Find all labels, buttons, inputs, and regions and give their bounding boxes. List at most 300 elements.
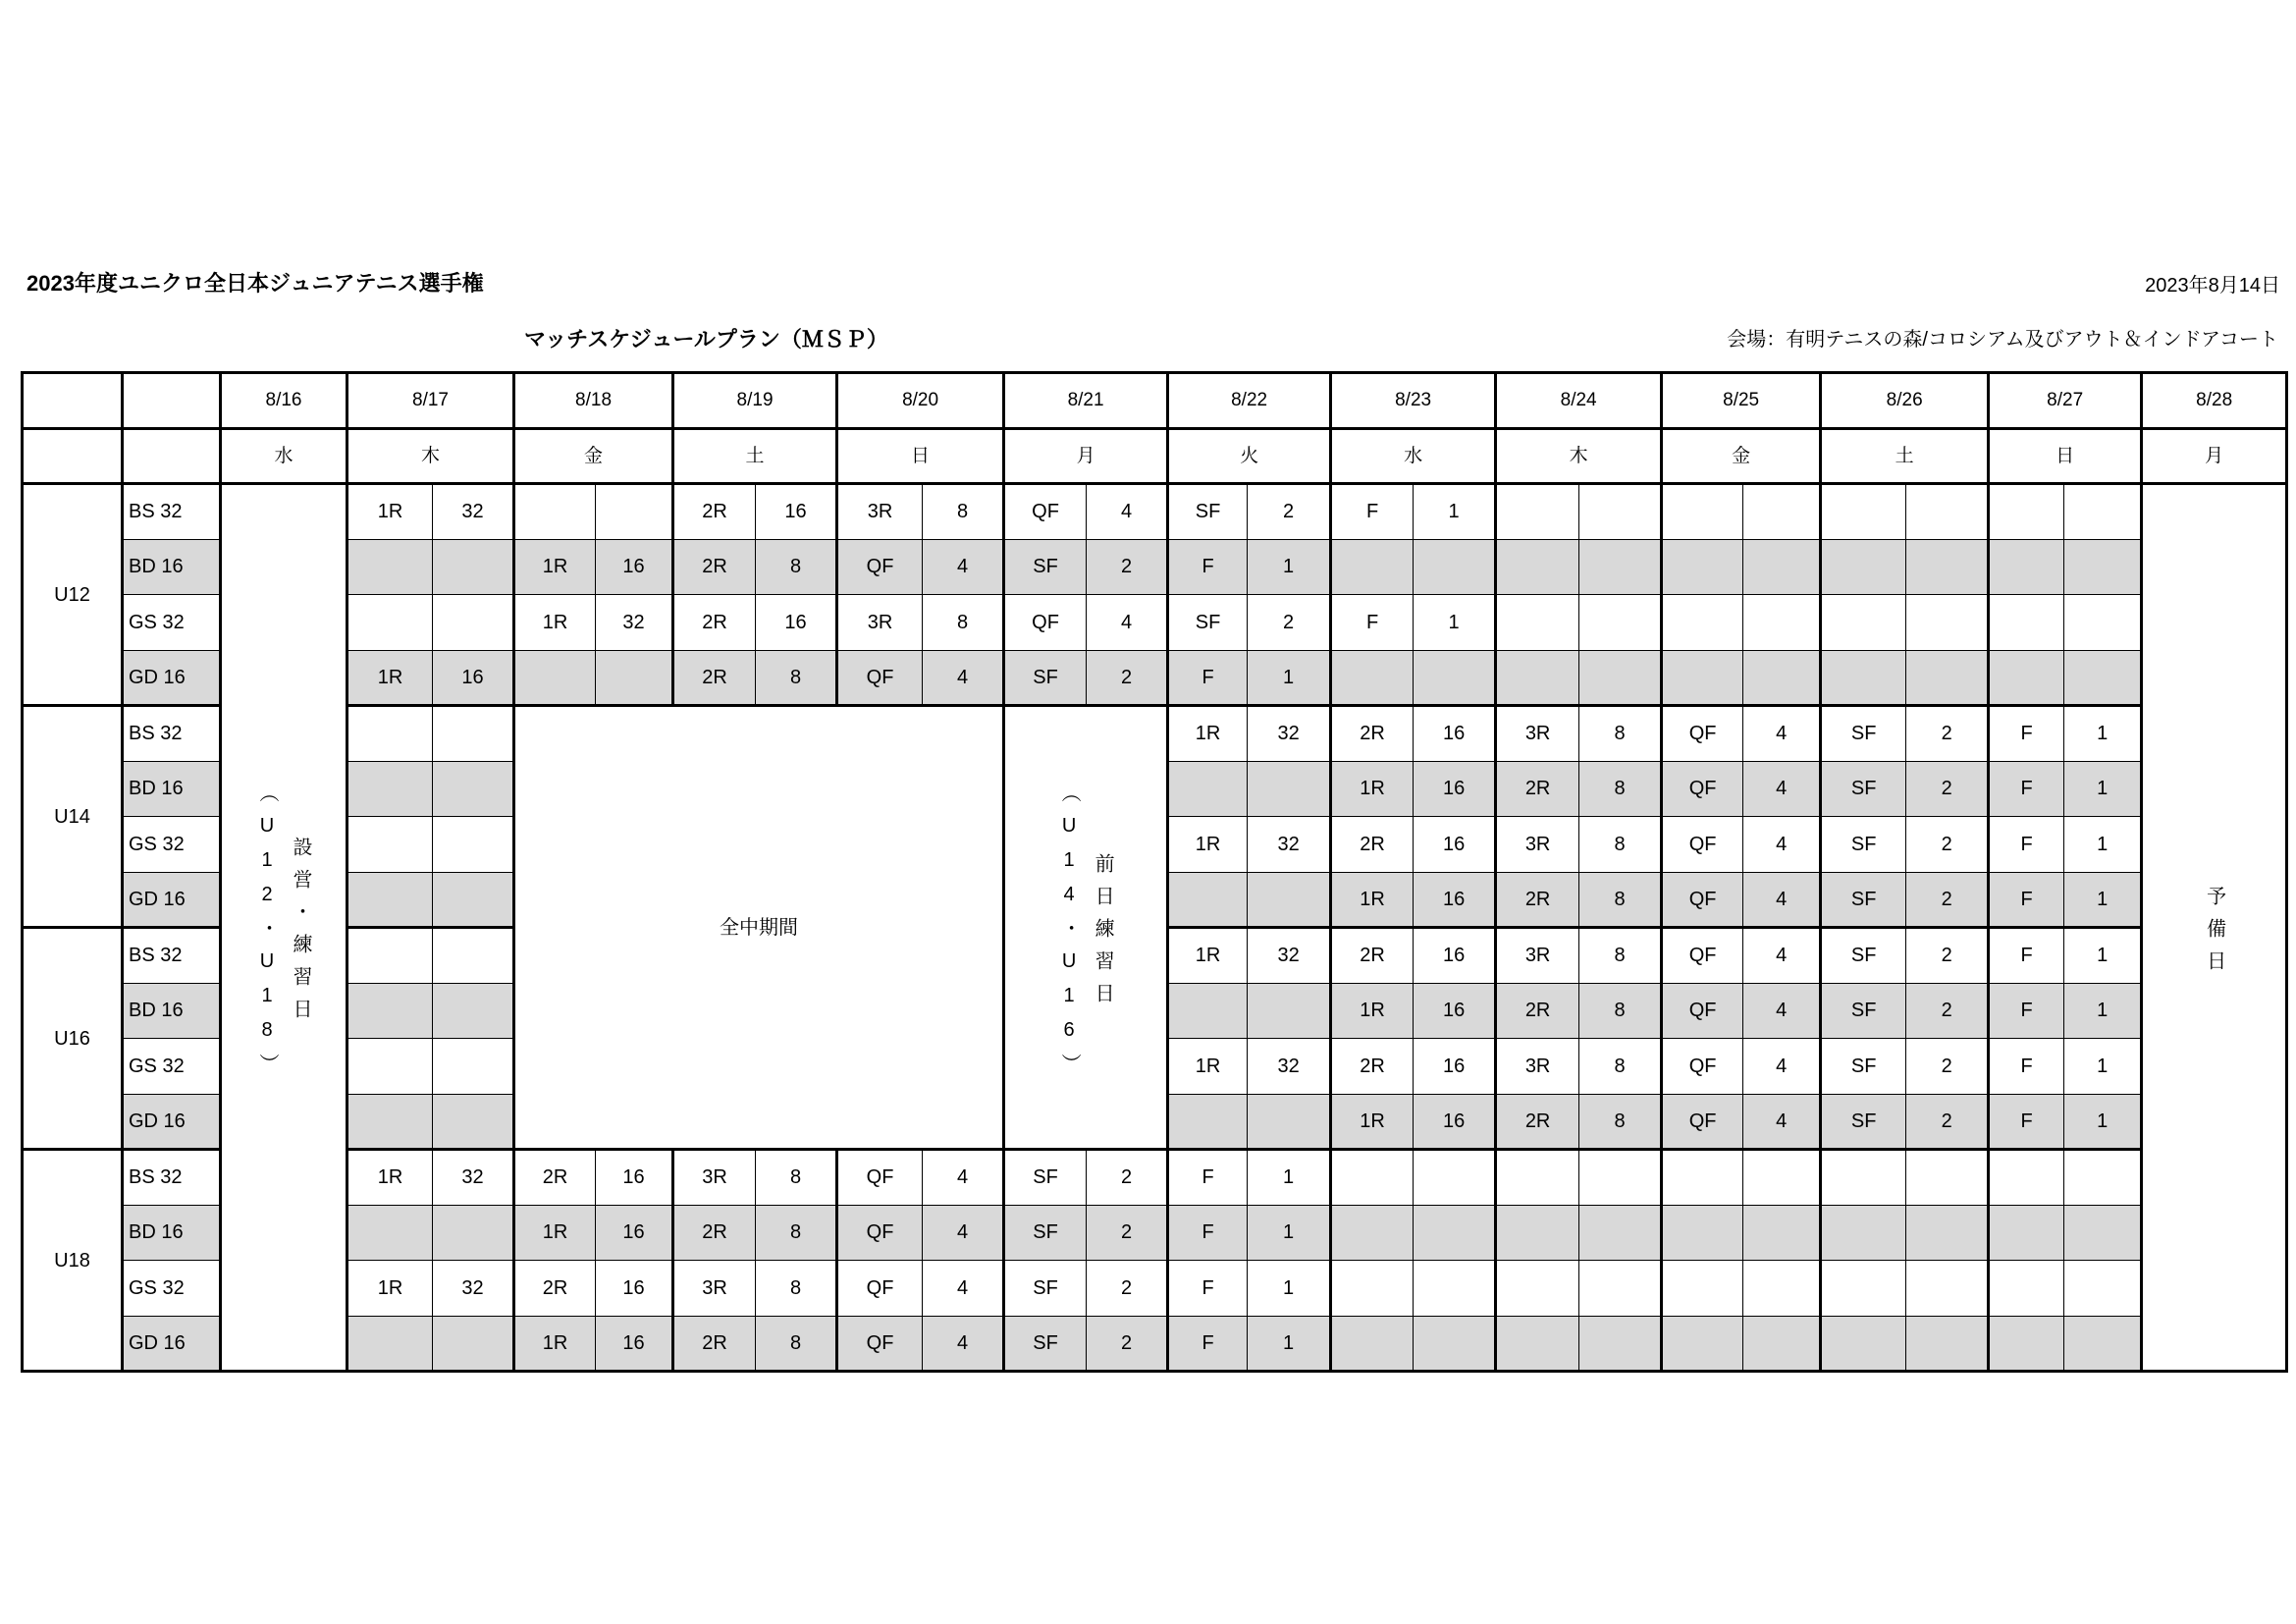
round-cell: 3R (1496, 928, 1579, 984)
round-cell (1496, 595, 1579, 651)
players-cell: 8 (1579, 1039, 1662, 1095)
round-cell: QF (1662, 1094, 1743, 1150)
round-cell (1662, 1261, 1743, 1317)
players-cell: 1 (2064, 817, 2142, 873)
reserve-day-note-text (2198, 873, 2231, 983)
round-cell: SF (1821, 706, 1906, 762)
round-cell: SF (1004, 1150, 1087, 1206)
players-cell: 16 (1414, 1039, 1496, 1095)
round-cell: 1R (1168, 817, 1248, 873)
round-cell (1662, 1150, 1743, 1206)
round-cell: 2R (1331, 1039, 1414, 1095)
round-cell: QF (837, 1205, 923, 1261)
round-cell (1496, 539, 1579, 595)
players-cell: 16 (596, 1205, 673, 1261)
players-cell: 4 (923, 1316, 1004, 1372)
players-cell: 16 (596, 1150, 673, 1206)
date-row (23, 373, 2287, 429)
players-cell: 8 (756, 539, 837, 595)
schedule-row (23, 1150, 2287, 1206)
round-cell: QF (837, 1316, 923, 1372)
round-cell (1989, 539, 2064, 595)
date-header: 8/26 (1821, 373, 1989, 429)
players-cell (1743, 539, 1821, 595)
round-cell (514, 484, 596, 540)
players-cell: 16 (1414, 983, 1496, 1039)
players-cell: 2 (1087, 650, 1168, 706)
players-cell: 16 (1414, 817, 1496, 873)
players-cell: 16 (596, 1261, 673, 1317)
round-cell (1168, 983, 1248, 1039)
prior-practice-day-note-text (1052, 770, 1119, 1086)
players-cell (433, 1316, 514, 1372)
round-cell (1331, 1150, 1414, 1206)
players-cell: 1 (2064, 1039, 2142, 1095)
round-cell: F (1989, 928, 2064, 984)
round-cell (1331, 1261, 1414, 1317)
round-cell: SF (1821, 983, 1906, 1039)
players-cell: 2 (1906, 983, 1989, 1039)
players-cell: 16 (1414, 872, 1496, 928)
round-cell: 3R (673, 1261, 756, 1317)
round-cell: F (1989, 706, 2064, 762)
round-cell: F (1989, 983, 2064, 1039)
players-cell: 2 (1087, 1150, 1168, 1206)
players-cell (433, 1094, 514, 1150)
round-cell (1662, 595, 1743, 651)
weekday-header: 火 (1168, 429, 1331, 484)
reserve-day-note (2142, 484, 2287, 1372)
players-cell: 8 (1579, 817, 1662, 873)
date-header: 8/20 (837, 373, 1004, 429)
round-cell (1168, 761, 1248, 817)
corner-cell (123, 429, 221, 484)
players-cell: 1 (1248, 1261, 1331, 1317)
round-cell: SF (1821, 1039, 1906, 1095)
round-cell: QF (837, 650, 923, 706)
players-cell (2064, 1316, 2142, 1372)
round-cell (347, 983, 433, 1039)
event-cell: GD 16 (123, 1094, 221, 1150)
date-header: 8/23 (1331, 373, 1496, 429)
players-cell: 4 (1743, 1094, 1821, 1150)
players-cell: 4 (1743, 983, 1821, 1039)
event-cell: BD 16 (123, 983, 221, 1039)
players-cell: 32 (1248, 928, 1331, 984)
players-cell (596, 650, 673, 706)
event-cell: GD 16 (123, 650, 221, 706)
round-cell (1662, 1205, 1743, 1261)
round-cell: QF (1662, 983, 1743, 1039)
players-cell (1414, 1316, 1496, 1372)
schedule-row (23, 595, 2287, 651)
event-cell: GS 32 (123, 1261, 221, 1317)
venue-label: 会場：有明テニスの森/コロシアム及びアウト＆インドアコート (1727, 329, 2278, 351)
round-cell: F (1168, 650, 1248, 706)
players-cell: 16 (756, 595, 837, 651)
players-cell (1414, 1261, 1496, 1317)
round-cell: QF (1662, 1039, 1743, 1095)
schedule-subtitle: マッチスケジュールプラン（ＭＳＰ） (524, 327, 888, 352)
round-cell (1662, 484, 1743, 540)
event-cell: GS 32 (123, 595, 221, 651)
players-cell: 1 (1248, 1205, 1331, 1261)
round-cell: 3R (1496, 706, 1579, 762)
players-cell (1906, 484, 1989, 540)
players-cell: 32 (433, 484, 514, 540)
players-cell (433, 1039, 514, 1095)
players-cell (2064, 1150, 2142, 1206)
players-cell: 8 (756, 1316, 837, 1372)
players-cell (1906, 1150, 1989, 1206)
category-cell: U14 (23, 706, 123, 928)
players-cell: 32 (1248, 1039, 1331, 1095)
schedule-row (23, 539, 2287, 595)
round-cell: F (1168, 1261, 1248, 1317)
players-cell: 2 (1906, 1094, 1989, 1150)
note-line: （U14・U16） (1058, 782, 1081, 1086)
schedule-table (21, 371, 2288, 1373)
players-cell: 2 (1087, 1261, 1168, 1317)
round-cell: 2R (514, 1261, 596, 1317)
round-cell: 1R (1168, 1039, 1248, 1095)
setup-practice-day-note-text (250, 770, 317, 1086)
players-cell: 2 (1087, 1205, 1168, 1261)
round-cell: 2R (1331, 817, 1414, 873)
date-header: 8/16 (221, 373, 347, 429)
round-cell: 2R (673, 595, 756, 651)
players-cell: 8 (1579, 983, 1662, 1039)
round-cell: QF (837, 1150, 923, 1206)
players-cell (1743, 650, 1821, 706)
players-cell (2064, 1261, 2142, 1317)
players-cell (1906, 1205, 1989, 1261)
schedule-row (23, 1261, 2287, 1317)
round-cell (1331, 1205, 1414, 1261)
round-cell (347, 1205, 433, 1261)
round-cell: SF (1821, 817, 1906, 873)
players-cell: 32 (596, 595, 673, 651)
round-cell: 1R (347, 484, 433, 540)
round-cell: F (1331, 595, 1414, 651)
round-cell (1662, 539, 1743, 595)
round-cell: 2R (1496, 1094, 1579, 1150)
players-cell (1414, 1205, 1496, 1261)
players-cell (2064, 484, 2142, 540)
players-cell: 1 (1414, 484, 1496, 540)
round-cell: SF (1821, 872, 1906, 928)
players-cell: 4 (1743, 706, 1821, 762)
weekday-header: 日 (1989, 429, 2142, 484)
setup-practice-day-note (221, 484, 347, 1372)
round-cell (1989, 1316, 2064, 1372)
round-cell (1821, 539, 1906, 595)
round-cell (1662, 1316, 1743, 1372)
weekday-header: 水 (1331, 429, 1496, 484)
round-cell: QF (1662, 761, 1743, 817)
round-cell: QF (1662, 872, 1743, 928)
weekday-header: 水 (221, 429, 347, 484)
date-header: 8/25 (1662, 373, 1821, 429)
players-cell: 2 (1906, 761, 1989, 817)
players-cell: 32 (433, 1261, 514, 1317)
players-cell: 4 (1743, 817, 1821, 873)
round-cell: SF (1168, 595, 1248, 651)
players-cell: 4 (1743, 761, 1821, 817)
round-cell: 2R (673, 539, 756, 595)
event-cell: BS 32 (123, 484, 221, 540)
players-cell (1248, 983, 1331, 1039)
round-cell: 2R (1496, 872, 1579, 928)
round-cell: 1R (514, 595, 596, 651)
round-cell: SF (1004, 650, 1087, 706)
players-cell (2064, 1205, 2142, 1261)
zenchu-period-note: 全中期間 (514, 706, 1004, 1150)
round-cell: F (1168, 1316, 1248, 1372)
players-cell: 1 (1248, 650, 1331, 706)
round-cell: SF (1168, 484, 1248, 540)
category-cell: U12 (23, 484, 123, 706)
round-cell: 1R (347, 1150, 433, 1206)
round-cell (347, 1316, 433, 1372)
event-cell: GS 32 (123, 817, 221, 873)
round-cell: 2R (673, 1316, 756, 1372)
note-line: （U12・U18） (256, 782, 278, 1086)
players-cell (1906, 650, 1989, 706)
event-cell: BS 32 (123, 706, 221, 762)
round-cell: 2R (673, 484, 756, 540)
schedule-row (23, 706, 2287, 762)
players-cell: 4 (923, 1205, 1004, 1261)
players-cell: 8 (923, 595, 1004, 651)
weekday-header: 月 (1004, 429, 1168, 484)
players-cell (433, 817, 514, 873)
round-cell: F (1989, 817, 2064, 873)
event-cell: BD 16 (123, 539, 221, 595)
round-cell: F (1989, 1094, 2064, 1150)
round-cell: QF (837, 539, 923, 595)
players-cell (1579, 1316, 1662, 1372)
players-cell: 8 (756, 1205, 837, 1261)
round-cell: F (1168, 1205, 1248, 1261)
round-cell: 3R (673, 1150, 756, 1206)
round-cell: SF (1004, 1316, 1087, 1372)
players-cell (1906, 595, 1989, 651)
round-cell: F (1989, 1039, 2064, 1095)
players-cell (1743, 1316, 1821, 1372)
round-cell: 2R (1496, 761, 1579, 817)
round-cell: 2R (1496, 983, 1579, 1039)
players-cell: 8 (1579, 872, 1662, 928)
round-cell: QF (1662, 928, 1743, 984)
players-cell (1414, 539, 1496, 595)
players-cell: 16 (596, 539, 673, 595)
players-cell (1248, 761, 1331, 817)
note-line: 前日練習日 (1092, 852, 1114, 1015)
weekday-header: 月 (2142, 429, 2287, 484)
round-cell (1496, 484, 1579, 540)
players-cell (1414, 650, 1496, 706)
date-header: 8/28 (2142, 373, 2287, 429)
round-cell: 2R (673, 1205, 756, 1261)
category-cell: U18 (23, 1150, 123, 1372)
players-cell (433, 928, 514, 984)
round-cell: 1R (347, 1261, 433, 1317)
players-cell (1906, 1261, 1989, 1317)
round-cell: 3R (837, 595, 923, 651)
round-cell (1989, 595, 2064, 651)
players-cell: 2 (1087, 539, 1168, 595)
weekday-header: 日 (837, 429, 1004, 484)
round-cell: F (1168, 1150, 1248, 1206)
players-cell (433, 761, 514, 817)
date-header: 8/21 (1004, 373, 1168, 429)
round-cell (1496, 1205, 1579, 1261)
players-cell: 4 (1087, 484, 1168, 540)
date-header: 8/18 (514, 373, 673, 429)
players-cell: 1 (1414, 595, 1496, 651)
round-cell: QF (1662, 706, 1743, 762)
round-cell: 1R (347, 650, 433, 706)
players-cell: 2 (1906, 1039, 1989, 1095)
round-cell: SF (1821, 928, 1906, 984)
players-cell: 2 (1906, 928, 1989, 984)
round-cell (1821, 484, 1906, 540)
round-cell: 3R (1496, 817, 1579, 873)
weekday-header: 土 (1821, 429, 1989, 484)
schedule-row (23, 484, 2287, 540)
players-cell (1743, 1261, 1821, 1317)
round-cell (1662, 650, 1743, 706)
round-cell: 2R (514, 1150, 596, 1206)
schedule-row (23, 1316, 2287, 1372)
round-cell (347, 817, 433, 873)
players-cell: 1 (1248, 1316, 1331, 1372)
round-cell (1331, 539, 1414, 595)
corner-cell (123, 373, 221, 429)
weekday-row (23, 429, 2287, 484)
round-cell (1989, 1261, 2064, 1317)
players-cell: 16 (1414, 928, 1496, 984)
corner-cell (23, 373, 123, 429)
players-cell: 1 (2064, 706, 2142, 762)
round-cell (1989, 484, 2064, 540)
round-cell (1331, 650, 1414, 706)
round-cell: F (1989, 761, 2064, 817)
players-cell (596, 484, 673, 540)
players-cell: 8 (756, 650, 837, 706)
round-cell (347, 928, 433, 984)
round-cell: SF (1821, 761, 1906, 817)
round-cell: 3R (1496, 1039, 1579, 1095)
round-cell: QF (1004, 595, 1087, 651)
players-cell: 4 (923, 1150, 1004, 1206)
round-cell: SF (1004, 1205, 1087, 1261)
round-cell: 1R (514, 1205, 596, 1261)
round-cell (1821, 650, 1906, 706)
document-date: 2023年8月14日 (2145, 275, 2280, 297)
round-cell (347, 595, 433, 651)
players-cell: 16 (596, 1316, 673, 1372)
round-cell (1496, 1316, 1579, 1372)
round-cell: QF (1662, 817, 1743, 873)
round-cell (1331, 1316, 1414, 1372)
players-cell (433, 872, 514, 928)
round-cell: F (1331, 484, 1414, 540)
event-cell: BS 32 (123, 1150, 221, 1206)
event-cell: GD 16 (123, 1316, 221, 1372)
players-cell: 2 (1248, 595, 1331, 651)
round-cell (1168, 1094, 1248, 1150)
players-cell: 1 (2064, 983, 2142, 1039)
round-cell: 2R (1331, 928, 1414, 984)
players-cell: 8 (1579, 761, 1662, 817)
round-cell: 2R (673, 650, 756, 706)
round-cell: 1R (1168, 706, 1248, 762)
date-header: 8/27 (1989, 373, 2142, 429)
document-title: 2023年度ユニクロ全日本ジュニアテニス選手権 (27, 271, 484, 296)
event-cell: GD 16 (123, 872, 221, 928)
players-cell (1579, 1205, 1662, 1261)
schedule-row (23, 1205, 2287, 1261)
players-cell (2064, 539, 2142, 595)
round-cell: QF (1004, 484, 1087, 540)
players-cell: 4 (923, 1261, 1004, 1317)
round-cell: SF (1004, 539, 1087, 595)
players-cell: 4 (1743, 928, 1821, 984)
players-cell (433, 983, 514, 1039)
date-header: 8/17 (347, 373, 514, 429)
weekday-header: 土 (673, 429, 837, 484)
players-cell (433, 706, 514, 762)
players-cell: 1 (2064, 1094, 2142, 1150)
players-cell: 4 (1743, 872, 1821, 928)
round-cell (1821, 1261, 1906, 1317)
round-cell (347, 1039, 433, 1095)
round-cell (347, 539, 433, 595)
players-cell (1579, 1150, 1662, 1206)
players-cell (1579, 539, 1662, 595)
round-cell: 1R (514, 539, 596, 595)
weekday-header: 金 (514, 429, 673, 484)
players-cell: 4 (923, 539, 1004, 595)
category-cell: U16 (23, 928, 123, 1150)
players-cell: 2 (1906, 817, 1989, 873)
players-cell: 4 (1743, 1039, 1821, 1095)
players-cell (433, 1205, 514, 1261)
players-cell: 2 (1906, 706, 1989, 762)
players-cell (1743, 1205, 1821, 1261)
prior-practice-day-note (1004, 706, 1168, 1150)
schedule-row (23, 650, 2287, 706)
round-cell (1821, 1316, 1906, 1372)
players-cell (1743, 1150, 1821, 1206)
players-cell (1579, 484, 1662, 540)
round-cell: 1R (1168, 928, 1248, 984)
players-cell (1248, 872, 1331, 928)
players-cell: 16 (433, 650, 514, 706)
round-cell: F (1168, 539, 1248, 595)
players-cell: 1 (2064, 761, 2142, 817)
round-cell (347, 761, 433, 817)
round-cell: 1R (1331, 872, 1414, 928)
players-cell: 16 (1414, 706, 1496, 762)
round-cell: 1R (1331, 761, 1414, 817)
weekday-header: 木 (347, 429, 514, 484)
players-cell (1579, 595, 1662, 651)
date-header: 8/22 (1168, 373, 1331, 429)
round-cell (1496, 650, 1579, 706)
